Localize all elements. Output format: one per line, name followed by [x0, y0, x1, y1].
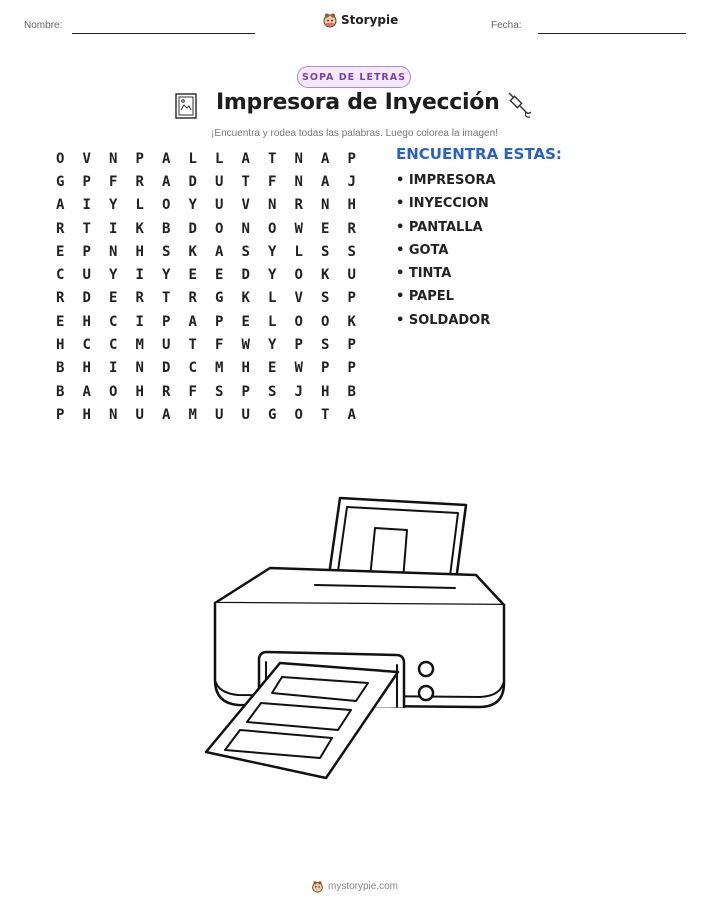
grid-letter[interactable]: F [188, 383, 197, 400]
word-list-title: ENCUENTRA ESTAS: [396, 145, 562, 163]
grid-letter[interactable]: L [215, 150, 224, 167]
grid-letter[interactable]: R [135, 290, 144, 307]
grid-letter[interactable]: C [109, 337, 118, 354]
grid-letter[interactable]: A [321, 173, 330, 190]
grid-letter[interactable]: R [294, 197, 303, 214]
grid-letter[interactable]: N [294, 150, 303, 167]
grid-letter[interactable]: Y [268, 243, 277, 260]
grid-letter[interactable]: H [241, 360, 250, 377]
word-list [396, 171, 496, 334]
grid-letter[interactable]: A [162, 406, 171, 423]
grid-letter[interactable]: B [56, 360, 65, 377]
grid-letter[interactable]: Y [268, 267, 277, 284]
grid-letter[interactable]: D [82, 290, 91, 307]
grid-letter[interactable]: N [241, 220, 250, 237]
word-list-item: • IMPRESORA [396, 173, 496, 188]
grid-letter[interactable]: Y [188, 197, 197, 214]
grid-letter[interactable]: Y [268, 337, 277, 354]
grid-letter[interactable]: N [109, 243, 118, 260]
grid-letter[interactable]: E [321, 220, 330, 237]
grid-letter[interactable]: K [241, 290, 250, 307]
grid-letter[interactable]: K [188, 243, 197, 260]
grid-letter[interactable]: A [188, 313, 197, 330]
category-badge: SOPA DE LETRAS [297, 66, 411, 88]
grid-letter[interactable]: C [188, 360, 197, 377]
page-title: Impresora de Inyección [216, 90, 500, 115]
grid-letter[interactable]: P [294, 337, 303, 354]
grid-letter[interactable]: H [82, 406, 91, 423]
grid-letter[interactable]: K [135, 220, 144, 237]
grid-letter[interactable]: R [188, 290, 197, 307]
grid-letter[interactable]: N [294, 173, 303, 190]
grid-letter[interactable]: I [135, 267, 144, 284]
grid-letter[interactable]: P [347, 360, 356, 377]
word-list-item: • TINTA [396, 266, 452, 282]
grid-letter[interactable]: Y [109, 197, 118, 214]
grid-letter[interactable]: A [347, 406, 356, 423]
grid-letter[interactable]: M [188, 406, 197, 423]
grid-letter[interactable]: C [82, 337, 91, 354]
grid-letter[interactable]: E [56, 313, 65, 330]
grid-letter[interactable]: B [347, 383, 356, 400]
grid-letter[interactable]: Y [162, 267, 171, 284]
grid-letter[interactable]: A [56, 197, 65, 214]
grid-letter[interactable]: P [241, 383, 250, 400]
grid-letter[interactable]: U [215, 406, 224, 423]
grid-letter[interactable]: U [135, 406, 144, 423]
grid-letter[interactable]: P [347, 290, 356, 307]
grid-letter[interactable]: H [347, 197, 356, 214]
soldering-iron-icon [506, 90, 534, 120]
grid-letter[interactable]: P [82, 173, 91, 190]
grid-letter[interactable]: G [268, 406, 277, 423]
grid-letter[interactable]: U [162, 337, 171, 354]
grid-letter[interactable]: F [268, 173, 277, 190]
grid-letter[interactable]: C [56, 267, 65, 284]
instructions: ¡Encuentra y rodea todas las palabras. Luego colorea la imagen! [211, 128, 498, 139]
brand-logo [322, 12, 398, 28]
date-line[interactable] [538, 33, 686, 34]
grid-letter[interactable]: T [321, 406, 330, 423]
grid-letter[interactable]: W [241, 337, 250, 354]
name-label: Nombre: [24, 20, 63, 31]
grid-letter[interactable]: L [135, 197, 144, 214]
word-list-item: • GOTA [396, 242, 449, 258]
name-line[interactable] [72, 33, 255, 34]
grid-letter[interactable]: O [162, 197, 171, 214]
grid-letter[interactable]: P [56, 406, 65, 423]
grid-letter[interactable]: D [241, 267, 250, 284]
grid-letter[interactable]: J [294, 383, 303, 400]
grid-letter[interactable]: I [109, 360, 118, 377]
grid-letter[interactable]: I [135, 313, 144, 330]
printer-illustration [200, 490, 510, 790]
grid-letter[interactable]: W [294, 360, 303, 377]
grid-letter[interactable]: A [241, 150, 250, 167]
grid-letter[interactable]: D [188, 173, 197, 190]
grid-letter[interactable]: U [215, 197, 224, 214]
grid-letter[interactable]: S [321, 290, 330, 307]
grid-letter[interactable]: G [215, 290, 224, 307]
grid-letter[interactable]: E [268, 360, 277, 377]
grid-letter[interactable]: U [347, 267, 356, 284]
grid-letter[interactable]: S [215, 383, 224, 400]
grid-letter[interactable]: S [162, 243, 171, 260]
grid-letter[interactable]: I [109, 220, 118, 237]
grid-letter[interactable]: A [321, 150, 330, 167]
grid-letter[interactable]: N [268, 197, 277, 214]
grid-letter[interactable]: K [347, 313, 356, 330]
grid-letter[interactable]: A [162, 173, 171, 190]
grid-letter[interactable]: T [82, 220, 91, 237]
grid-letter[interactable]: R [56, 290, 65, 307]
grid-letter[interactable]: R [347, 220, 356, 237]
grid-letter[interactable]: B [162, 220, 171, 237]
grid-letter[interactable]: F [215, 337, 224, 354]
brand-name: Storypie [341, 13, 399, 27]
grid-letter[interactable]: P [135, 150, 144, 167]
date-label: Fecha: [491, 20, 522, 31]
grid-letter[interactable]: K [321, 267, 330, 284]
grid-letter[interactable]: H [82, 313, 91, 330]
grid-letter[interactable]: E [215, 267, 224, 284]
grid-letter[interactable]: I [82, 197, 91, 214]
grid-letter[interactable]: S [268, 383, 277, 400]
grid-letter[interactable]: O [109, 383, 118, 400]
grid-letter[interactable]: O [294, 406, 303, 423]
word-list-item: • INYECCION [396, 196, 489, 212]
grid-letter[interactable]: O [268, 220, 277, 237]
grid-letter[interactable]: P [162, 313, 171, 330]
grid-letter[interactable]: E [109, 290, 118, 307]
grid-letter[interactable]: O [215, 220, 224, 237]
grid-letter[interactable]: T [188, 337, 197, 354]
grid-letter[interactable]: B [56, 383, 65, 400]
grid-letter[interactable]: W [294, 220, 303, 237]
grid-letter[interactable]: P [347, 337, 356, 354]
picture-frame-icon [175, 93, 197, 119]
grid-letter[interactable]: S [241, 243, 250, 260]
grid-letter[interactable]: R [162, 383, 171, 400]
grid-letter[interactable]: D [162, 360, 171, 377]
grid-letter[interactable]: R [56, 220, 65, 237]
grid-letter[interactable]: A [82, 383, 91, 400]
grid-letter[interactable]: O [321, 313, 330, 330]
word-search-grid[interactable] [47, 147, 365, 427]
grid-letter[interactable]: L [294, 243, 303, 260]
grid-letter[interactable]: O [56, 150, 65, 167]
grid-letter[interactable]: R [135, 173, 144, 190]
grid-letter[interactable]: L [268, 313, 277, 330]
storypie-mascot-icon [311, 880, 324, 893]
grid-letter[interactable]: U [241, 406, 250, 423]
grid-letter[interactable]: H [82, 360, 91, 377]
grid-letter[interactable]: Y [109, 267, 118, 284]
grid-letter[interactable]: M [215, 360, 224, 377]
grid-letter[interactable]: S [347, 243, 356, 260]
grid-letter[interactable]: O [294, 267, 303, 284]
grid-letter[interactable]: N [321, 197, 330, 214]
grid-letter[interactable]: V [241, 197, 250, 214]
grid-letter[interactable]: U [215, 173, 224, 190]
grid-letter[interactable]: S [321, 337, 330, 354]
grid-letter[interactable]: T [268, 150, 277, 167]
grid-letter[interactable]: N [109, 406, 118, 423]
grid-letter[interactable]: J [347, 173, 356, 190]
grid-letter[interactable]: E [241, 313, 250, 330]
grid-letter[interactable]: P [347, 150, 356, 167]
grid-letter[interactable]: A [162, 150, 171, 167]
grid-letter[interactable]: N [109, 150, 118, 167]
grid-letter[interactable]: H [56, 337, 65, 354]
grid-letter[interactable]: T [241, 173, 250, 190]
word-list-item: • SOLDADOR [396, 312, 491, 328]
grid-letter[interactable]: A [215, 243, 224, 260]
grid-letter[interactable]: H [321, 383, 330, 400]
grid-letter[interactable]: O [294, 313, 303, 330]
grid-letter[interactable]: F [109, 173, 118, 190]
grid-letter[interactable]: T [162, 290, 171, 307]
grid-letter[interactable]: V [294, 290, 303, 307]
grid-letter[interactable]: G [56, 173, 65, 190]
grid-letter[interactable]: E [56, 243, 65, 260]
grid-letter[interactable]: H [135, 243, 144, 260]
storypie-mascot-icon [322, 12, 338, 28]
grid-letter[interactable]: M [135, 337, 144, 354]
grid-letter[interactable]: C [109, 313, 118, 330]
word-list-item: • PAPEL [396, 289, 454, 305]
grid-letter[interactable]: H [135, 383, 144, 400]
grid-letter[interactable]: V [82, 150, 91, 167]
footer-site-link[interactable]: mystorypie.com [327, 881, 398, 892]
grid-letter[interactable]: U [82, 267, 91, 284]
grid-letter[interactable]: E [188, 267, 197, 284]
footer [0, 880, 709, 893]
grid-letter[interactable]: P [82, 243, 91, 260]
grid-letter[interactable]: L [268, 290, 277, 307]
grid-letter[interactable]: P [215, 313, 224, 330]
grid-letter[interactable]: L [188, 150, 197, 167]
grid-letter[interactable]: P [321, 360, 330, 377]
grid-letter[interactable]: N [135, 360, 144, 377]
grid-letter[interactable]: D [188, 220, 197, 237]
grid-letter[interactable]: S [321, 243, 330, 260]
word-list-item: • PANTALLA [396, 219, 483, 235]
